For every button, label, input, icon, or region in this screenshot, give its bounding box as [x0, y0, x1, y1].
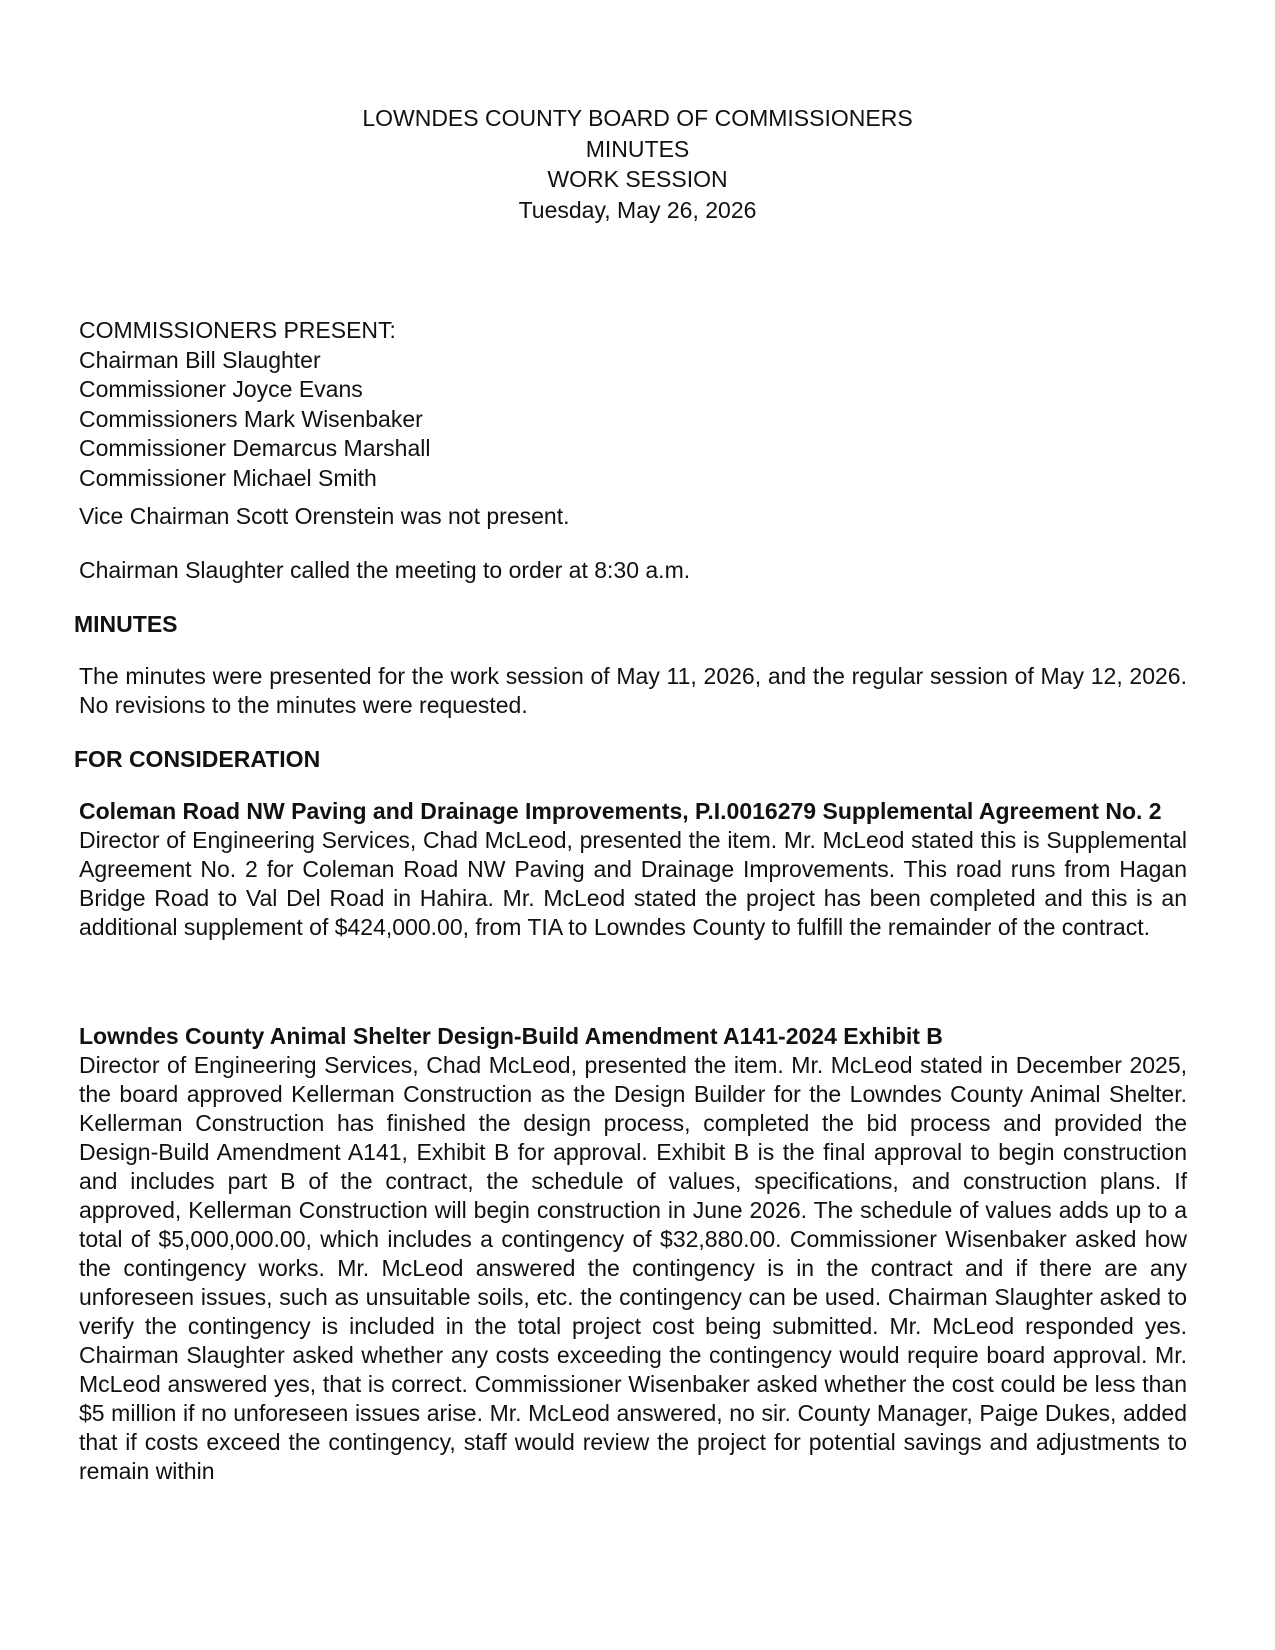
call-to-order: Chairman Slaughter called the meeting to order at 8:30 a.m. — [79, 557, 691, 583]
agenda-item — [79, 797, 1187, 942]
attendees-heading: COMMISSIONERS PRESENT: — [79, 317, 396, 343]
meeting-date: Tuesday, May 26, 2026 — [518, 196, 757, 223]
document-header — [0, 103, 1275, 225]
agenda-item-text: Director of Engineering Services, Chad McLeod, presented the item. Mr. McLeod stated in December 2025, the board approved Kellerman Construction as the Design Builder for the Lowndes County Animal Shelter. Kellerman Construction has finished the design process, completed the bid process and provided the Design-Build Amendment A141, Exhibit B for approval. Exhibit B is the final approval to begin construction and includes part B of the contract, the schedule of values, specifications, and construction plans. If approved, Kellerman Construction will begin construction in June 2026. The schedule of values adds up to a total of $5,000,000.00, which includes a contingency of $32,880.00. Commissioner Wisenbaker asked how the contingency works. Mr. McLeod answered the contingency is in the contract and if there are any unforeseen issues, such as unsuitable soils, etc. the contingency can be used. Chairman Slaughter asked to verify the contingency is included in the total project cost being submitted. Mr. McLeod responded yes. Chairman Slaughter asked whether any costs exceeding the contingency would require board approval. Mr. McLeod answered yes, that is correct. Commissioner Wisenbaker asked whether the cost could be less than $5 million if no unforeseen issues arise. Mr. McLeod answered, no sir. County Manager, Paige Dukes, added that if costs exceed the contingency, staff would review the project for potential savings and adjustments to remain within — [79, 1052, 1187, 1484]
agenda-item-title: Coleman Road NW Paving and Drainage Improvements, P.I.0016279 Supplemental Agreement No. 2 — [79, 798, 1162, 824]
consideration-heading: FOR CONSIDERATION — [74, 746, 321, 772]
agenda-item-text: Director of Engineering Services, Chad McLeod, presented the item. Mr. McLeod stated this is Supplemental Agreement No. 2 for Coleman Road NW Paving and Drainage Improvements. This road runs from Hagan Bridge Road to Val Del Road in Hahira. Mr. McLeod stated the project has been completed and this is an additional supplement of $424,000.00, from TIA to Lowndes County to fulfill the remainder of the contract. — [79, 827, 1187, 940]
attendees-list — [79, 316, 1187, 493]
organization-title: LOWNDES COUNTY BOARD OF COMMISSIONERS — [362, 105, 913, 131]
attendee: Chairman Bill Slaughter — [79, 346, 321, 373]
agenda-item — [79, 1022, 1187, 1486]
session-type: WORK SESSION — [547, 166, 728, 192]
attendee: Commissioner Demarcus Marshall — [79, 435, 431, 461]
agenda-item-title: Lowndes County Animal Shelter Design-Build Amendment A141-2024 Exhibit B — [79, 1023, 943, 1049]
minutes-heading: MINUTES — [74, 611, 178, 637]
minutes-text: The minutes were presented for the work session of May 11, 2026, and the regular session of May 12, 2026. No revisions to the minutes were requested. — [79, 663, 1187, 718]
document-type: MINUTES — [585, 135, 690, 162]
absence-note: Vice Chairman Scott Orenstein was not present. — [79, 503, 570, 529]
attendee: Commissioners Mark Wisenbaker — [79, 405, 423, 432]
attendee: Commissioner Joyce Evans — [79, 376, 363, 402]
attendee: Commissioner Michael Smith — [79, 464, 377, 491]
